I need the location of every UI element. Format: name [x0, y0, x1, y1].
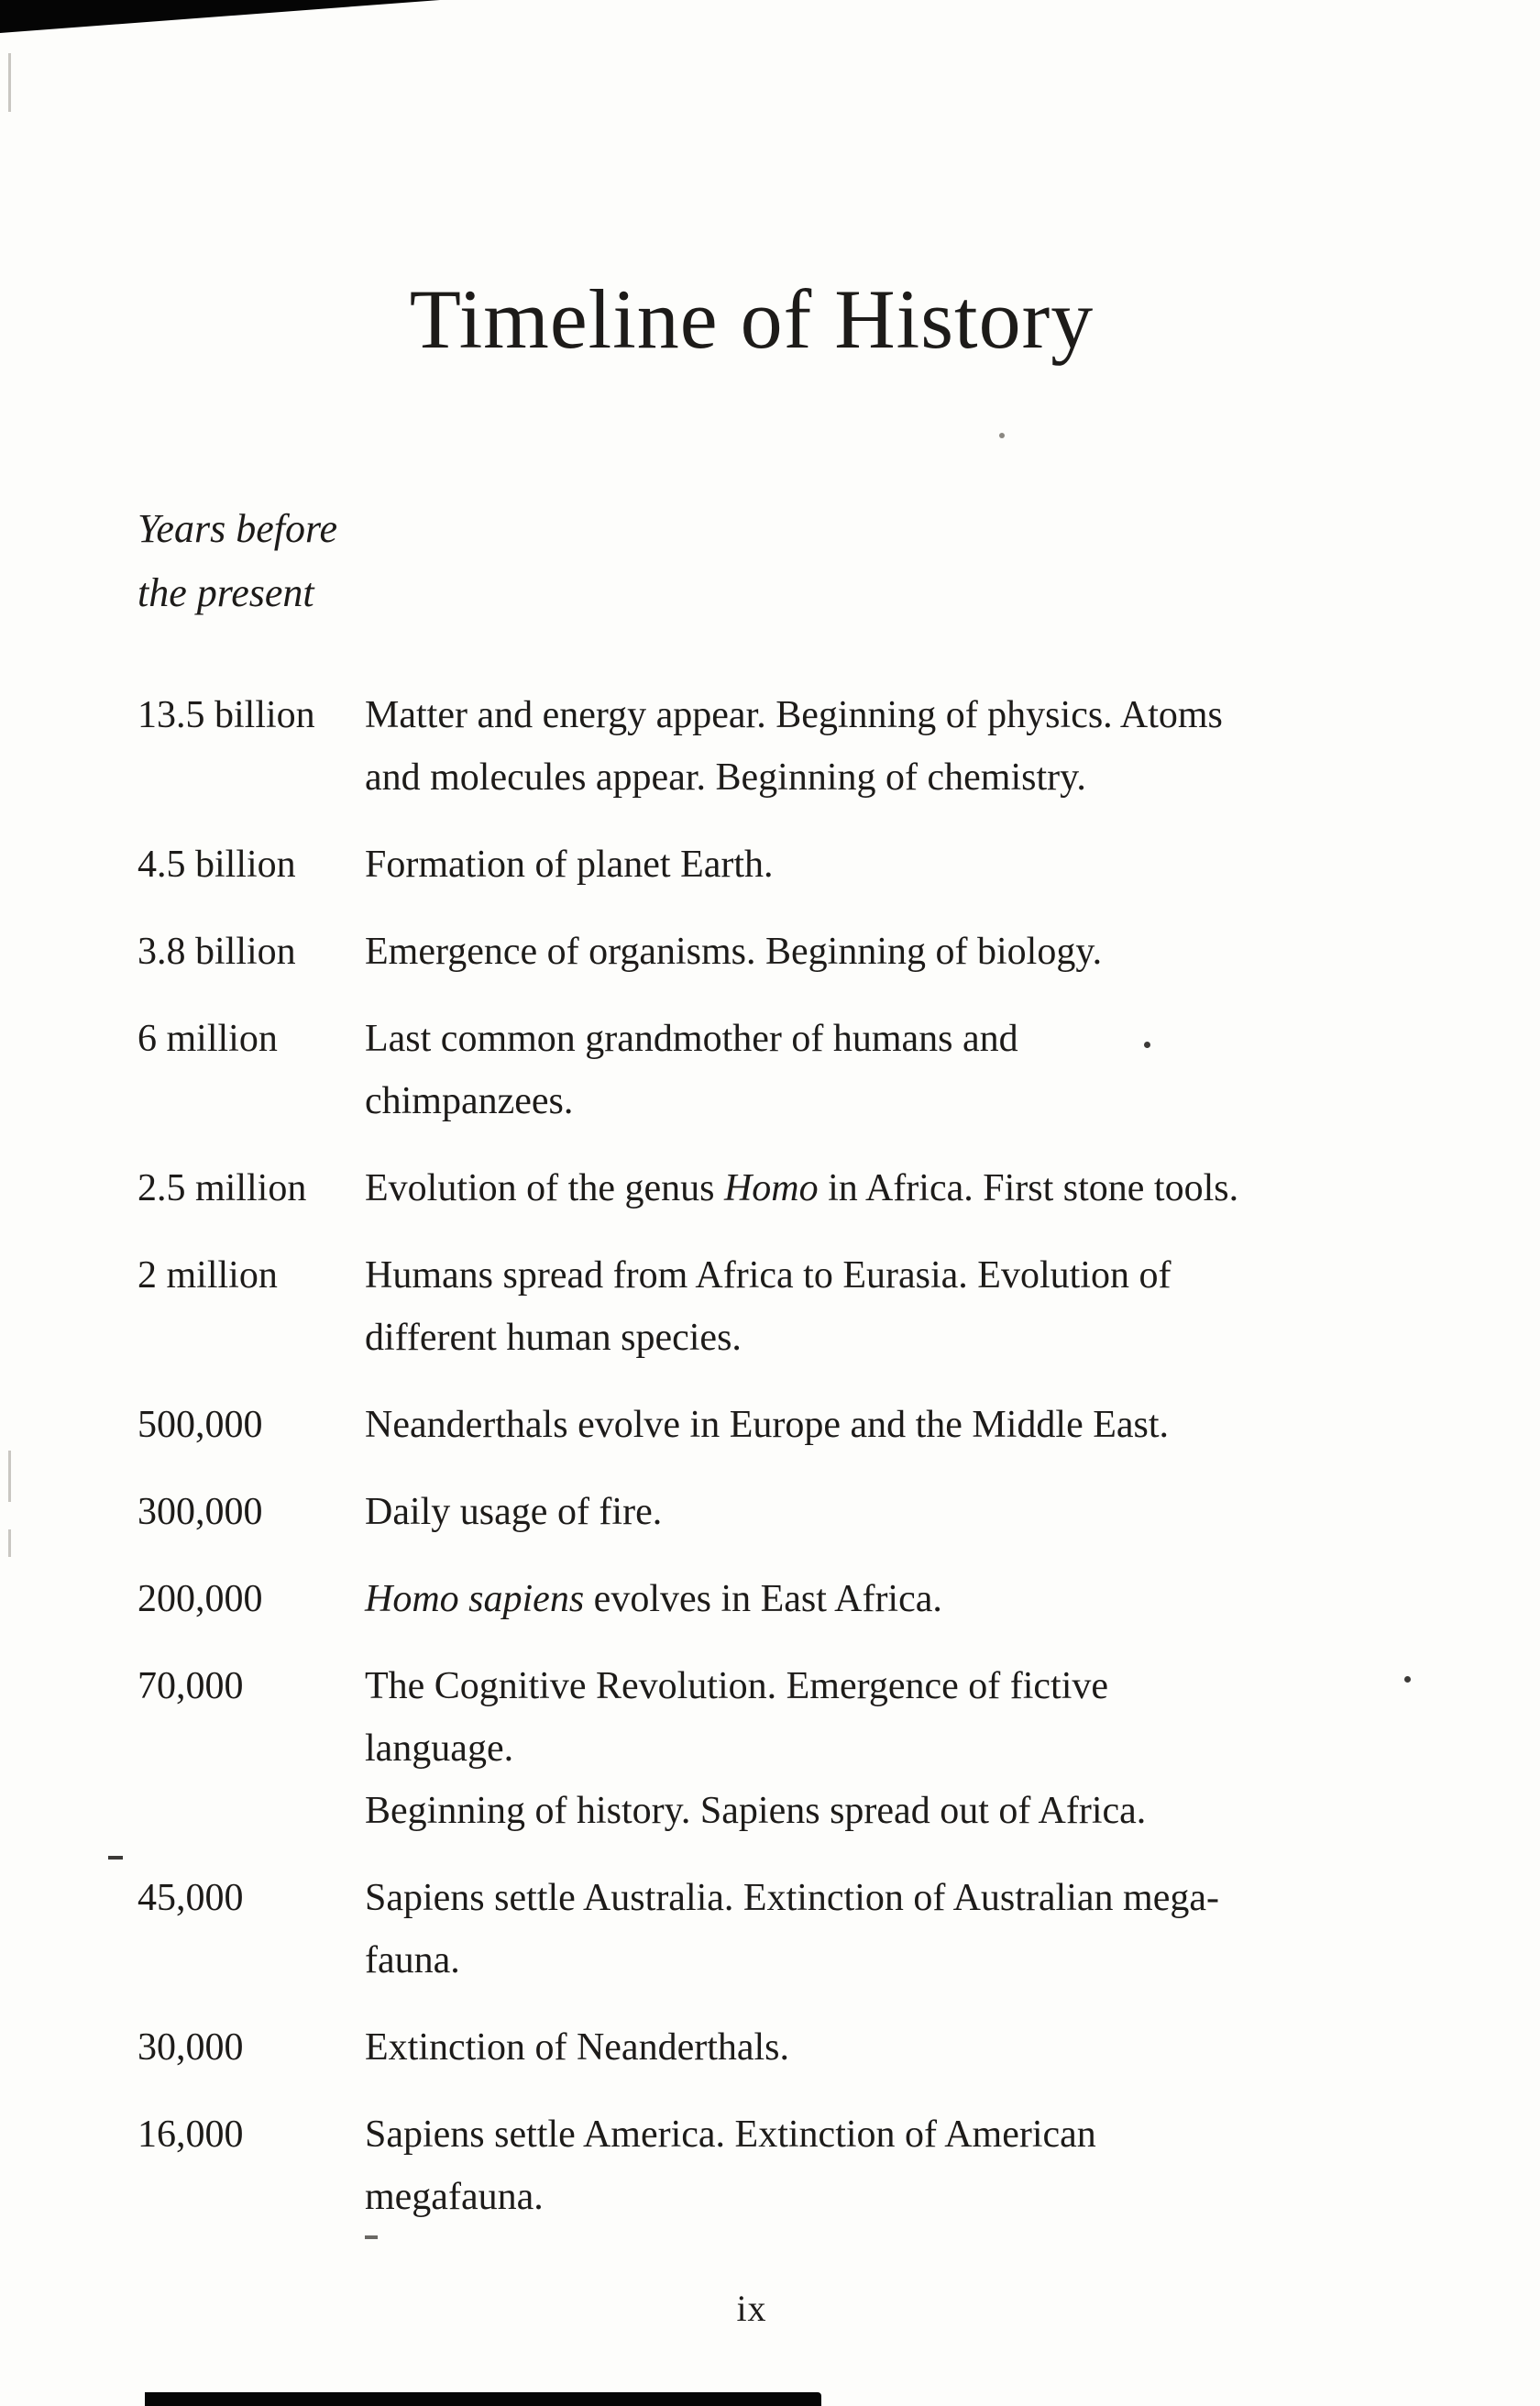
timeline-column-header: [138, 497, 1540, 625]
description-line: [365, 1717, 1456, 1780]
scan-speck: [999, 433, 1005, 438]
timeline-entry: [138, 2016, 1540, 2079]
entry-years: 4.5 billion: [138, 843, 296, 886]
entry-years: 13.5 billion: [138, 693, 315, 736]
description-line: [365, 1157, 1456, 1220]
timeline-entry: [138, 1568, 1540, 1630]
scan-speck: [1144, 1042, 1150, 1048]
description-segment: Beginning of history. Sapiens spread out of Africa.: [365, 1789, 1147, 1832]
timeline-entry: [138, 1867, 1540, 1992]
entry-years: 45,000: [138, 1876, 244, 1919]
description-segment: Evolution of the genus: [365, 1166, 724, 1209]
entry-description: [365, 1481, 1456, 1543]
description-line: [365, 1008, 1456, 1070]
description-segment: Sapiens settle America. Extinction of American: [365, 2113, 1096, 2156]
description-line: [365, 1780, 1456, 1842]
description-segment: fauna.: [365, 1938, 460, 1981]
entry-years: 2 million: [138, 1253, 278, 1297]
description-segment: megafauna.: [365, 2175, 544, 2218]
description-segment: different human species.: [365, 1316, 742, 1359]
description-line: [365, 1307, 1456, 1369]
page-title: Timeline of History: [409, 272, 1094, 366]
column-header-line-2: the present: [138, 569, 314, 615]
description-segment: Matter and energy appear. Beginning of physics. Atoms: [365, 693, 1223, 736]
description-segment: Humans spread from Africa to Eurasia. Evolution of: [365, 1253, 1172, 1297]
entry-years: 16,000: [138, 2113, 244, 2156]
description-segment: language.: [365, 1727, 514, 1770]
description-line: [365, 1070, 1456, 1132]
description-segment: and molecules appear. Beginning of chemistry.: [365, 756, 1086, 799]
description-segment: in Africa. First stone tools.: [818, 1166, 1239, 1209]
entry-description: [365, 1867, 1456, 1992]
timeline-entry: [138, 1008, 1540, 1132]
entry-years: 6 million: [138, 1017, 278, 1060]
description-segment: Last common grandmother of humans and: [365, 1017, 1018, 1060]
entry-description: [365, 921, 1456, 983]
entry-description: [365, 1568, 1456, 1630]
description-segment: Emergence of organisms. Beginning of biology.: [365, 930, 1103, 973]
description-segment: Extinction of Neanderthals.: [365, 2025, 790, 2069]
scan-artifact-edge-mark: [8, 53, 11, 112]
description-line: [365, 2166, 1456, 2228]
entry-description: [365, 833, 1456, 896]
description-line: [365, 921, 1456, 983]
scan-speck: [1404, 1676, 1411, 1683]
timeline-list: [138, 684, 1540, 2228]
timeline-entry: [138, 1481, 1540, 1543]
entry-description: [365, 1157, 1456, 1220]
timeline-entry: [138, 2103, 1540, 2228]
entry-description: [365, 2103, 1456, 2228]
description-line: [365, 1568, 1456, 1630]
description-segment-italic: Homo: [723, 1166, 819, 1209]
entry-years: 500,000: [138, 1403, 263, 1446]
description-segment: chimpanzees.: [365, 1079, 574, 1122]
entry-description: [365, 2016, 1456, 2079]
entry-description: [365, 1244, 1456, 1369]
timeline-entry: [138, 1394, 1540, 1456]
scan-artifact-edge-mark: [8, 1451, 11, 1502]
description-line: [365, 1244, 1456, 1307]
description-segment: Neanderthals evolve in Europe and the Middle East.: [365, 1403, 1170, 1446]
entry-years: 70,000: [138, 1664, 244, 1707]
entry-years: 3.8 billion: [138, 930, 296, 973]
entry-years: 200,000: [138, 1577, 263, 1620]
scan-speck: [108, 1856, 123, 1860]
description-line: [365, 1394, 1456, 1456]
scan-speck: [365, 2235, 378, 2239]
scan-artifact-bottom-bar: [145, 2392, 821, 2406]
entry-years: 30,000: [138, 2025, 244, 2069]
description-line: [365, 1929, 1456, 1992]
description-segment: Sapiens settle Australia. Extinction of Australian mega-: [365, 1876, 1219, 1919]
description-segment: Daily usage of fire.: [365, 1490, 663, 1533]
scan-artifact-top-corner: [0, 0, 440, 33]
description-segment: The Cognitive Revolution. Emergence of fictive: [365, 1664, 1109, 1707]
description-line: [365, 684, 1456, 746]
timeline-entry: [138, 833, 1540, 896]
timeline-entry: [138, 921, 1540, 983]
entry-description: [365, 1655, 1456, 1842]
page-number: ix: [736, 2287, 767, 2329]
timeline-entry: [138, 1655, 1540, 1842]
column-header-line-1: Years before: [138, 505, 337, 551]
description-segment-italic: Homo sapiens: [365, 1577, 585, 1620]
description-line: [365, 2016, 1456, 2079]
timeline-entry: [138, 1244, 1540, 1369]
entry-description: [365, 684, 1456, 809]
description-line: [365, 1867, 1456, 1929]
description-line: [365, 1655, 1456, 1717]
description-line: [365, 746, 1456, 809]
entry-years: 300,000: [138, 1490, 263, 1533]
entry-years: 2.5 million: [138, 1166, 307, 1209]
description-line: [365, 1481, 1456, 1543]
description-segment: Formation of planet Earth.: [365, 843, 774, 886]
description-line: [365, 833, 1456, 896]
timeline-entry: [138, 684, 1540, 809]
description-line: [365, 2103, 1456, 2166]
description-segment: evolves in East Africa.: [584, 1577, 942, 1620]
entry-description: [365, 1394, 1456, 1456]
scan-artifact-edge-mark: [8, 1529, 11, 1557]
timeline-entry: [138, 1157, 1540, 1220]
entry-description: [365, 1008, 1456, 1132]
